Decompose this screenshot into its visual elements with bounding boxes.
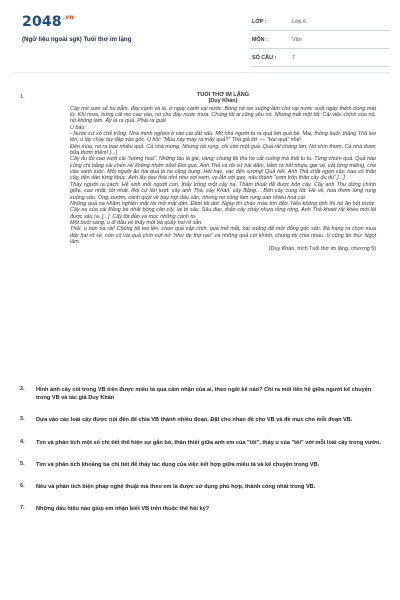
header-divider (14, 72, 390, 73)
question-1 (14, 80, 390, 380)
question-number: 2. (20, 386, 25, 392)
meta-row-count (250, 52, 390, 67)
question-number: 5. (20, 460, 25, 467)
meta-value: Lớp 6 (292, 19, 307, 25)
question-item (14, 505, 390, 513)
meta-value: Văn (292, 37, 302, 43)
passage-author: (Duy Khán) (208, 98, 238, 105)
meta-row-subject (250, 34, 390, 49)
question-number: 7. (20, 505, 25, 512)
meta-label: SỐ CÂU : (252, 55, 277, 61)
passage-paragraph: Cây đu đủ cao vượt cái "tường hoa". Những tàu lá già, vàng, chúng tôi tha hồ cắt cuống mà thổi tu tu. Từng chùm quả. Quả nào cũng chỉ bằng cái chén rồi không nhớn nữa! Đói quá, Anh Thả và tôi cứ hái dăm, bằm ra hết nhựa, gọt vỏ, cắt từng miếng, cho vào sanh luộc. Mỗi người ăn hai quả là no căng bụng. Hết nạc, vạc đến xương! Quả hết, Anh Thả chặt ngọn cây, nạo vỏ thân cây, tiện dần từng khúc. Anh lấy dao thái nhỏ như sợi nem, vo lẫn với gạo, nấu thành "cơm trộn thân cây đu đủ" [...] (70, 156, 376, 182)
document-page (14, 10, 390, 594)
passage-paragraph: U bảo: (70, 124, 86, 131)
question-number: 4. (20, 438, 25, 445)
question-number: 3. (20, 416, 25, 423)
passage-title: TUỔI THƠ IM LẶNG (196, 92, 250, 98)
document-subject: (Ngữ liệu ngoài sgk) Tuổi thơ im lặng (22, 36, 132, 43)
passage-attribution: (Duy Khán, trích Tuổi thơ im lặng, chương 5) (268, 245, 376, 252)
question-text: Tìm và phân tích khoảng ba chi tiết để thấy tác dụng của việc kết hợp giữa miêu tả và kể chuyện trong VB. (36, 461, 320, 468)
question-text: Những dấu hiệu nào giúp em nhận biết VB trên thuộc thể hồi ký? (36, 506, 210, 513)
question-number: 1. (20, 94, 25, 100)
question-text: Hình ảnh cây cối trong VB trên được miêu tả qua cảm nhận của ai, theo ngôi kể nào? Chỉ ra mối liên hệ giữa người kể chuyện trong VB và tác giả Duy Khán (36, 387, 372, 402)
passage-paragraph: Đến mùa, nó ra bao nhiêu quả. Cả nhà mừng. Nhưng rồi rụng, chỉ còn một quả. Quả rất chóng lớn. Nó chín thơm. Cả nhà được bữa thơm thêm! [...] (70, 143, 376, 157)
question-list (14, 386, 390, 527)
logo-suffix: .vn (62, 14, 74, 21)
question-item (14, 386, 390, 402)
meta-box (250, 16, 390, 70)
passage-paragraph: Một buổi sáng, u đi đâu về thấy một bà quây hai rổ sẵn. (70, 219, 203, 226)
passage-paragraph: Những quả na nhăm nghiền mắt rồi mở mắt dần. Đêm tối dơi. Ngày thì chào mào tìm đến. Nếu không tinh thì nó ăn hết trước. Cây na của cái Bằng bé nhất bồng cân cối, lại bị sâu. Sâu đục, thân cây chảy nhựa rồng róng. Anh Thả khoét rất khéo mới lôi được sâu ra. [...]. Cây tốt dần và mọc những cành to. (70, 200, 376, 220)
question-item (14, 439, 390, 447)
site-logo[interactable] (22, 14, 74, 30)
meta-label: MÔN : (252, 37, 268, 43)
meta-row-class (250, 16, 390, 31)
question-item (14, 461, 390, 469)
passage-paragraph: Cây mít sum sê bụ bẫm, đầy cành và lá, ở ngay cạnh vại nước. Bóng nó soi xuống lấm cho vại nước suốt ngày thêm trong mát lừ. Khi mưa, hứng cất mo cau vào, nó cho đầy nước mưa. Chúng tôi ai cũng yêu nó. Nhưng mỗi một tốt: Cái việc chính của nó, nó không làm. Ấy là ra quả. Phải ra quả! (70, 105, 376, 125)
question-number: 6. (20, 483, 25, 490)
question-text: Dựa vào các loài cây được nói đến để chia VB thành nhiều đoạn. Đặt cho nhan đề cho VB và đề mục cho mỗi đoạn VB. (36, 417, 353, 424)
question-item (14, 416, 390, 424)
reading-passage (70, 92, 376, 252)
meta-label: LỚP : (252, 19, 267, 25)
passage-paragraph: Thôi, u bán na rồi! Chúng tôi leo lên, chọn quả sắp chín, quả mở mắt, hái xuống để một đống góc sân. Bà hàng ra chọn mua đầy hai rổ sề, còn có vài quả chín nứt nở "như đe thợ rạo" và những quả còi khính, chúng tôi chia nhau. U cũng ăn thử. Ngọt lắm. (70, 226, 376, 245)
logo-text: 2048 (22, 14, 62, 30)
passage-paragraph: - Nước cứ xổ chỗ trũng. Nhà mình nghèo ở vào cái đất xấu. Mít nhà người ta ra quả lớn quả bé. Mai, thống buổi, thằng Thả leo lên, u lấy chày tay đập vào gốc. U hỏi: "Mùa này mày ra mấy quả?" Thả giả lời: — "Hai quả" nhé! (70, 131, 376, 144)
meta-value: 7 (292, 55, 295, 61)
passage-paragraph: Thầy người ra cách: Hễ sinh mỗi người con, thầy trồng một cây na. Thầm thoát đã được bốn cây. Cây anh Thư đứng chính giữa, cao nhất, tốt nhất. Rồi cứ lần lượt: cây anh Thả, cây Khán, cây Bằng… Bốn cây cùng tốt. Hè về, hoa thơm lừng rụng xuống sân. Ong, bướm, cánh quýt về bay rợp đầu sân, nhưng nó cũng làm rụng oan nhiều hoa cái. (70, 181, 376, 201)
content-area (14, 80, 390, 513)
document-header (14, 10, 390, 60)
question-item (14, 483, 390, 491)
question-text: Tìm và phân tích một số chi tiết thể hiện sự gắn bó, thân thiết giữa anh em của "tôi", thầy u của "tôi" với mỗi loài cây trong vườn. (36, 439, 381, 446)
question-text: Nêu và phân tích biện pháp nghệ thuật mà theo em là được sử dụng phù hợp, thành công nhất trong VB. (36, 484, 316, 491)
